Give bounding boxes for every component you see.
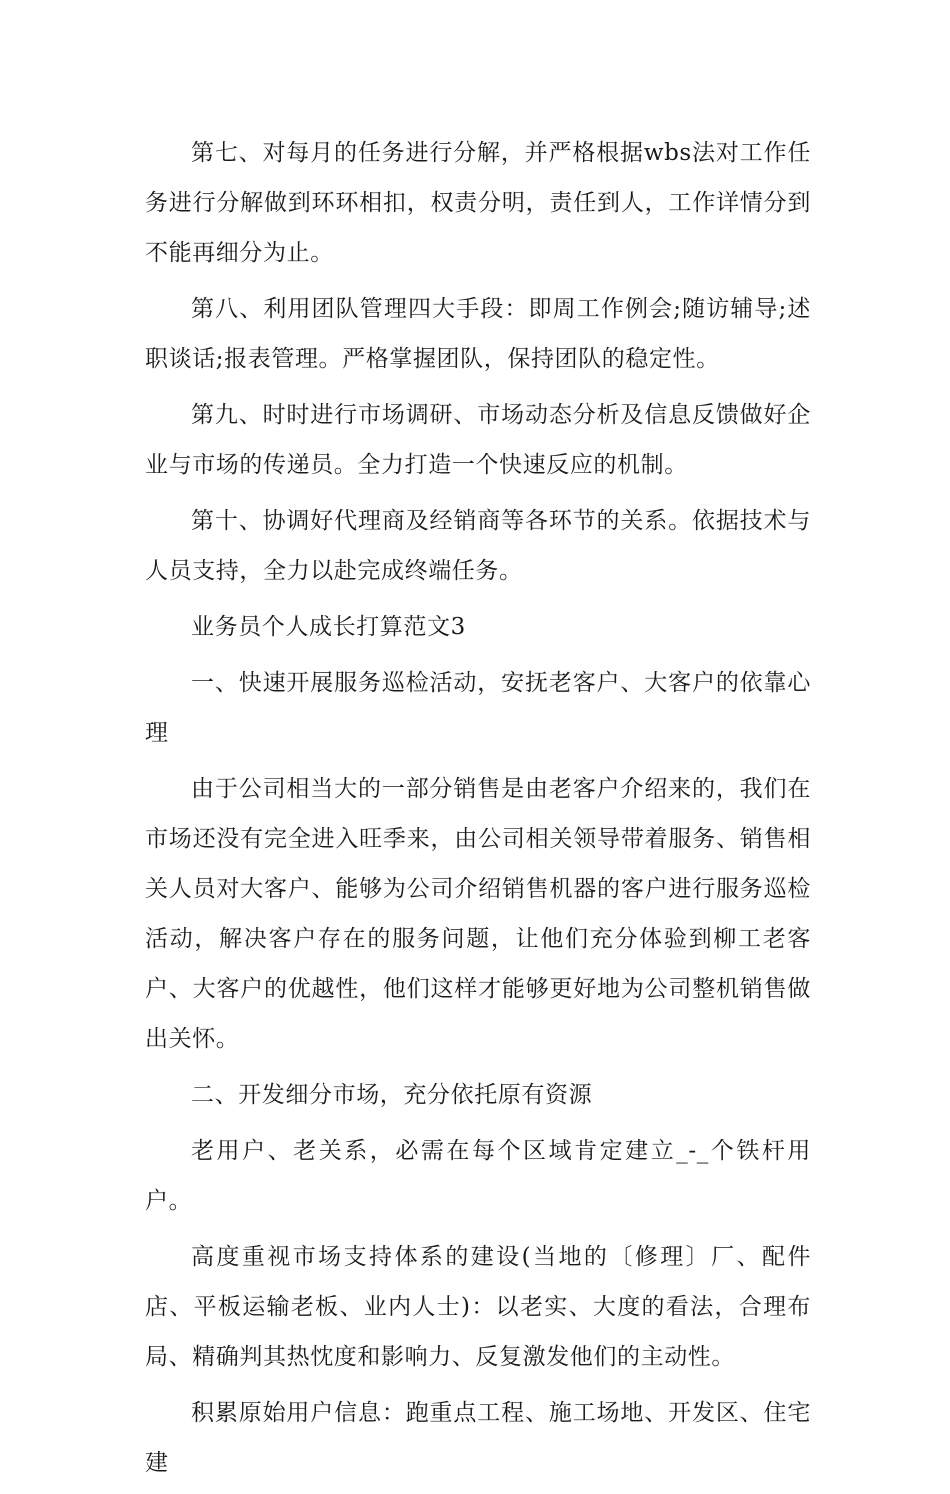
paragraph-eighth-team-management: 第八、利用团队管理四大手段：即周工作例会;随访辅导;述职谈话;报表管理。严格掌握团队，保持团队的稳定性。 (145, 296, 811, 372)
paragraph-loyal-users: 老用户、老关系，必需在每个区域肯定建立_-_个铁杆用户。 (145, 1138, 811, 1214)
section-title-sample-3: 业务员个人成长打算范文3 (191, 614, 466, 640)
heading-service-inspection: 一、快速开展服务巡检活动，安抚老客户、大客户的依靠心理 (145, 670, 811, 746)
paragraph-service-inspection-detail: 由于公司相当大的一部分销售是由老客户介绍来的，我们在市场还没有完全进入旺季来，由公司相关领导带着服务、销售相关人员对大客户、能够为公司介绍销售机器的客户进行服务巡检活动，解决客户存在的服务问题，让他们充分体验到柳工老客户、大客户的优越性，他们这样才能够更好地为公司整机销售做出关怀。 (145, 776, 811, 1052)
paragraph-user-information: 积累原始用户信息：跑重点工程、施工场地、开发区、住宅建 (145, 1400, 811, 1476)
paragraph-market-support-system: 高度重视市场支持体系的建设(当地的〔修理〕厂、配件店、平板运输老板、业内人士)：以老实、大度的看法，合理布局、精确判其热忱度和影响力、反复激发他们的主动性。 (145, 1244, 811, 1370)
paragraph-tenth-dealer-coordination: 第十、协调好代理商及经销商等各环节的关系。依据技术与人员支持，全力以赴完成终端任务。 (145, 508, 811, 584)
paragraph-ninth-market-research: 第九、时时进行市场调研、市场动态分析及信息反馈做好企业与市场的传递员。全力打造一个快速反应的机制。 (145, 402, 811, 478)
heading-segment-market: 二、开发细分市场，充分依托原有资源 (191, 1082, 593, 1108)
document-body (145, 128, 811, 1494)
paragraph-seventh-task-breakdown: 第七、对每月的任务进行分解，并严格根据wbs法对工作任务进行分解做到环环相扣，权责分明，责任到人，工作详情分到不能再细分为止。 (145, 140, 811, 266)
